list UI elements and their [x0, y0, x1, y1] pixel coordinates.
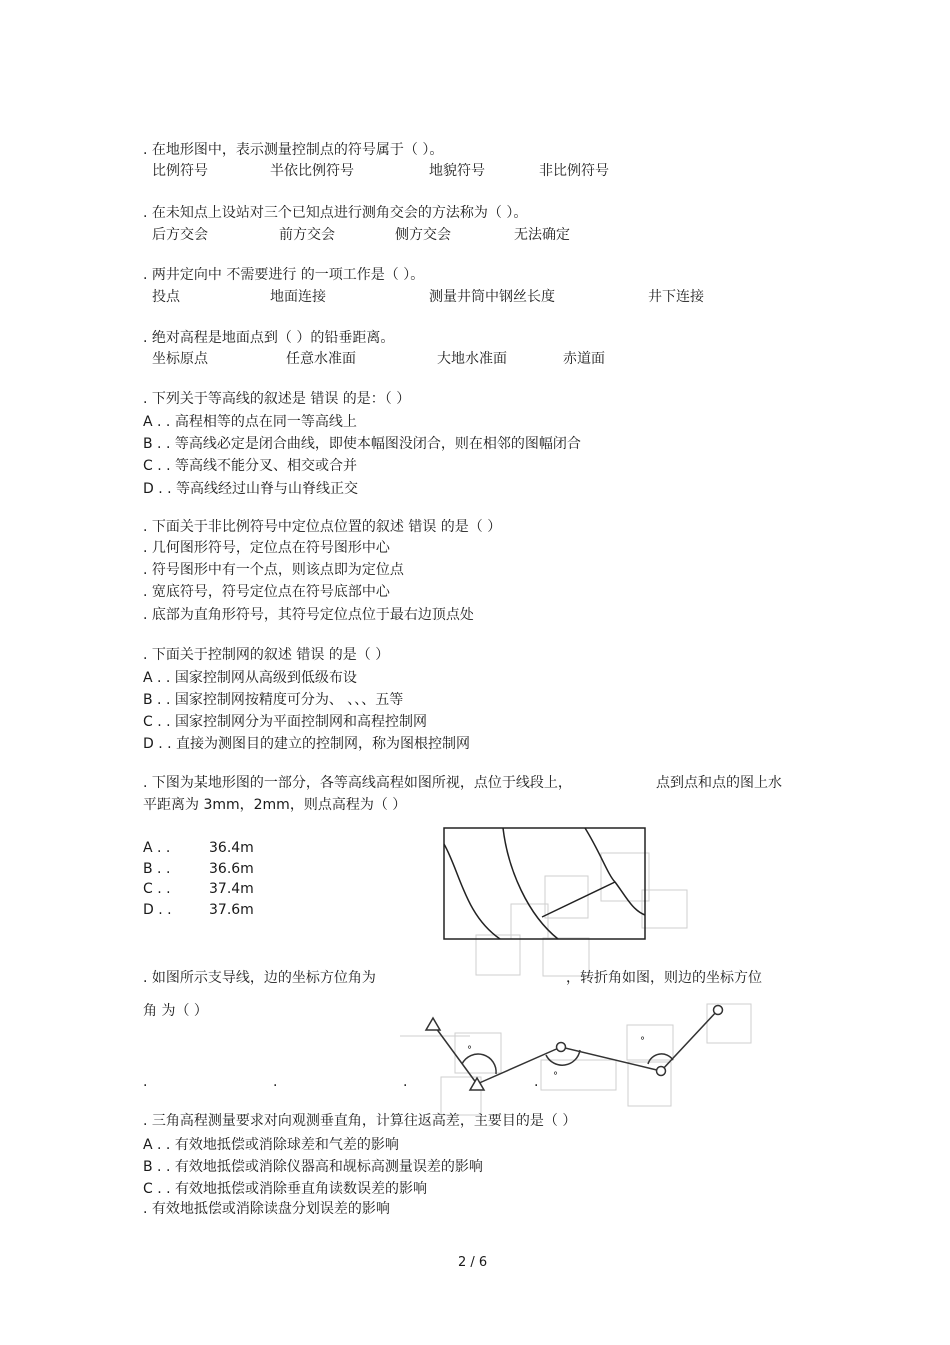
q3-option-d: 井下连接 [648, 289, 704, 305]
q7-option-b: B . . 国家控制网按精度可分为、 、、、五等 [143, 692, 404, 708]
q9-degree-mark-1: ° [467, 1045, 472, 1056]
q1-option-a: 比例符号 [152, 163, 208, 179]
q9-dot-1: . [143, 1074, 148, 1090]
q8-option-c-value: 37.4m [209, 881, 254, 897]
q8-option-d-letter: D . . [143, 902, 172, 918]
q3-option-a: 投点 [152, 289, 180, 305]
q7-option-a: A . . 国家控制网从高级到低级布设 [143, 670, 357, 686]
q8-option-a-value: 36.4m [209, 840, 254, 856]
q7-option-c: C . . 国家控制网分为平面控制网和高程控制网 [143, 714, 428, 730]
q1-option-c: 地貌符号 [429, 163, 485, 179]
q2-option-b: 前方交会 [279, 227, 335, 243]
q1-stem: . 在地形图中，表示测量控制点的符号属于（ ）。 [143, 142, 444, 158]
q1-option-d: 非比例符号 [539, 163, 609, 179]
q10-option-b: B . . 有效地抵偿或消除仪器高和觇标高测量误差的影响 [143, 1159, 483, 1175]
q5-option-a: A . . 高程相等的点在同一等高线上 [143, 414, 357, 430]
q5-stem: . 下列关于等高线的叙述是 错误 的是：（ ） [143, 391, 411, 407]
q4-option-d: 赤道面 [563, 351, 605, 367]
q5-option-d: D . . 等高线经过山脊与山脊线正交 [143, 481, 359, 497]
q6-option-c: . 宽底符号，符号定位点在符号底部中心 [143, 584, 390, 600]
q3-stem: . 两井定向中 不需要进行 的一项工作是（ ）。 [143, 267, 425, 283]
q4-option-a: 坐标原点 [152, 351, 208, 367]
q9-degree-mark-3: ° [640, 1036, 645, 1047]
q8-option-b-value: 36.6m [209, 861, 254, 877]
q9-stem-part3: 角 为（ ） [143, 1003, 208, 1019]
q9-dot-2: . [273, 1074, 278, 1090]
q9-degree-mark-2: ° [553, 1071, 558, 1082]
q2-option-d: 无法确定 [514, 227, 570, 243]
q2-stem: . 在未知点上设站对三个已知点进行测角交会的方法称为（ ）。 [143, 205, 528, 221]
q7-option-d: D . . 直接为测图目的建立的控制网，称为图根控制网 [143, 736, 471, 752]
q10-option-a: A . . 有效地抵偿或消除球差和气差的影响 [143, 1137, 399, 1153]
q8-option-a-letter: A . . [143, 840, 171, 856]
q7-stem: . 下面关于控制网的叙述 错误 的是（ ） [143, 647, 390, 663]
q5-option-b: B . . 等高线必定是闭合曲线，即使本幅图没闭合，则在相邻的图幅闭合 [143, 436, 581, 452]
q6-option-b: . 符号图形中有一个点，则该点即为定位点 [143, 562, 404, 578]
q2-option-a: 后方交会 [152, 227, 208, 243]
q4-stem: . 绝对高程是地面点到（ ）的铅垂距离。 [143, 330, 395, 346]
q3-option-b: 地面连接 [270, 289, 326, 305]
q6-stem: . 下面关于非比例符号中定位点位置的叙述 错误 的是（ ） [143, 519, 502, 535]
q10-option-c: C . . 有效地抵偿或消除垂直角读数误差的影响 [143, 1181, 428, 1197]
q8-option-c-letter: C . . [143, 881, 171, 897]
q9-dot-3: . [403, 1074, 408, 1090]
q3-option-c: 测量井筒中钢丝长度 [429, 289, 555, 305]
q5-option-c: C . . 等高线不能分叉、相交或合并 [143, 458, 358, 474]
q4-option-c: 大地水准面 [437, 351, 507, 367]
q4-option-b: 任意水准面 [286, 351, 356, 367]
q6-option-d: . 底部为直角形符号，其符号定位点位于最右边顶点处 [143, 607, 474, 623]
q8-stem-part3: 平距离为 3mm，2mm，则点高程为（ ） [143, 797, 407, 813]
q8-option-d-value: 37.6m [209, 902, 254, 918]
q9-stem-part2: ，转折角如图，则边的坐标方位 [566, 970, 762, 986]
q10-stem: . 三角高程测量要求对向观测垂直角，计算往返高差，主要目的是（ ） [143, 1113, 577, 1129]
q10-option-d: . 有效地抵偿或消除读盘分划误差的影响 [143, 1201, 390, 1217]
q2-option-c: 侧方交会 [395, 227, 451, 243]
q9-dot-4: . [534, 1074, 539, 1090]
q1-option-b: 半依比例符号 [270, 163, 354, 179]
q9-stem-part1: . 如图所示支导线，边的坐标方位角为 [143, 970, 376, 986]
q8-stem-part1: . 下图为某地形图的一部分，各等高线高程如图所视，点位于线段上， [143, 775, 572, 791]
q8-stem-part2: 点到点和点的图上水 [656, 775, 782, 791]
page-number: 2 / 6 [458, 1255, 488, 1270]
q8-option-b-letter: B . . [143, 861, 171, 877]
q6-option-a: . 几何图形符号，定位点在符号图形中心 [143, 540, 390, 556]
